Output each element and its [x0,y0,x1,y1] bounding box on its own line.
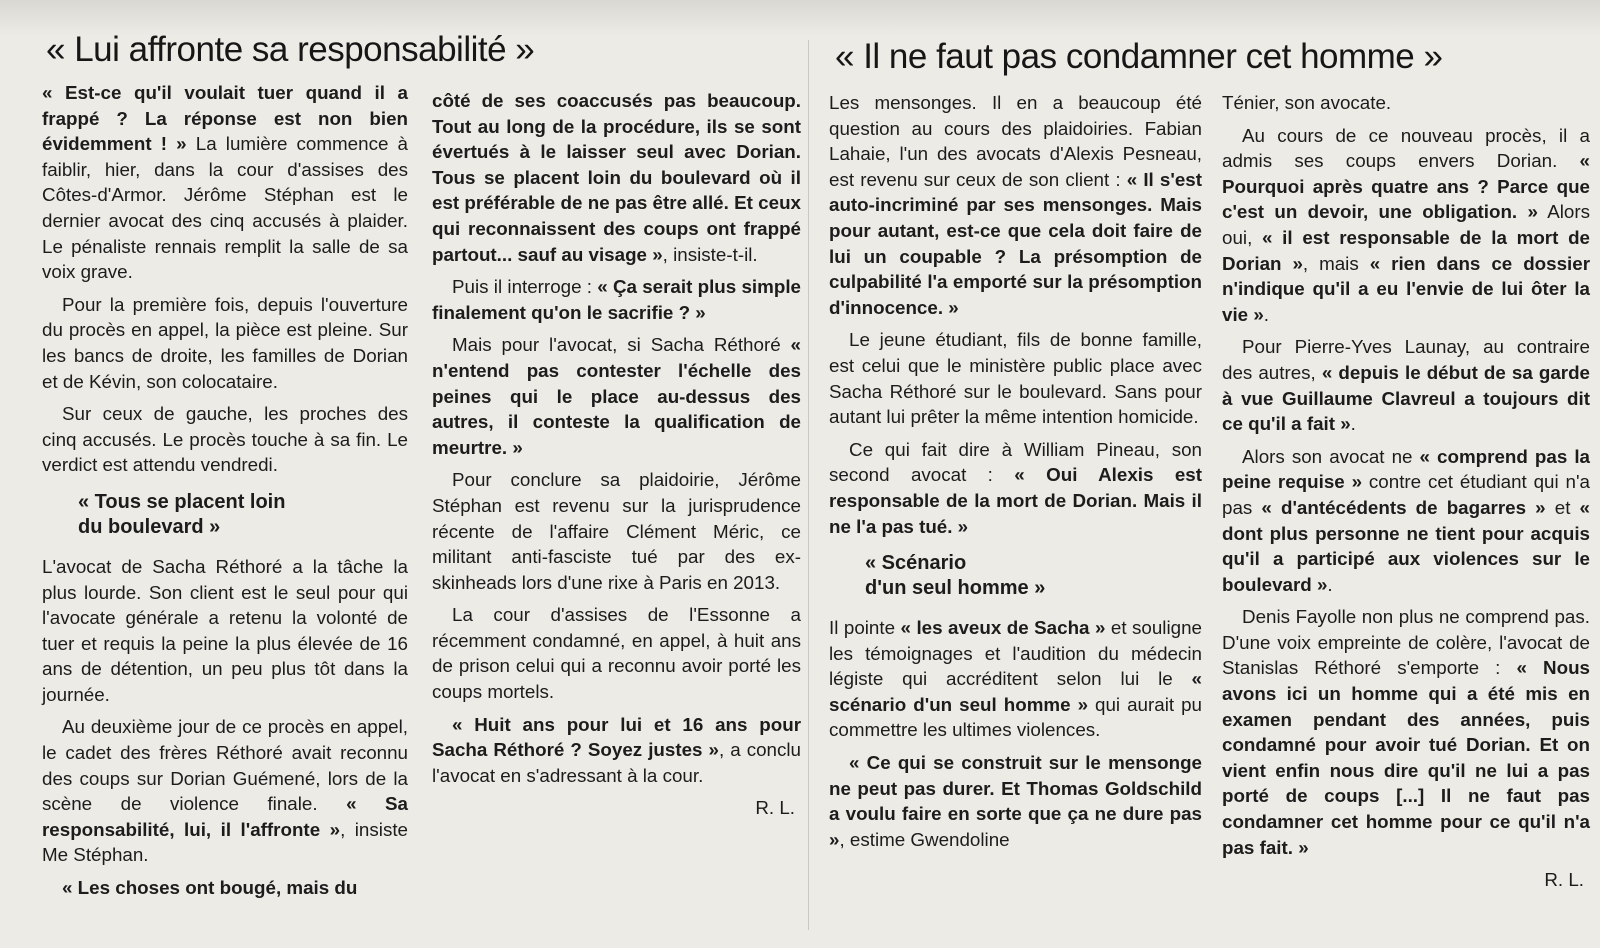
quote: « dont plus personne ne tient pour acquis qu'il a participé aux violences sur le boulevard » [1222,496,1590,595]
paragraph [42,714,408,868]
article-2-column-1 [829,90,1202,859]
text: Au deuxième jour de ce procès en appel, le cadet des frères Réthoré avait reconnu des coups sur Dorian Guémené, lors de la scène de violence finale. [42,716,408,815]
quote: « comprend pas la peine requise » [1222,445,1590,493]
text: Mais pour l'avocat, si Sacha Réthoré [452,334,791,356]
text: Denis Fayolle non plus ne comprend pas. D'une voix empreinte de colère, l'avocat de Stanislas Réthoré s'emporte : [1222,606,1590,679]
text: Ce qui fait dire à William Pineau, son second avocat : [829,438,1202,486]
text: , a conclu l'avocat en s'adressant à la cour. [432,739,801,786]
quote: « depuis le début de sa garde à vue Guillaume Clavreul a toujours dit ce qu'il a fait » [1222,361,1591,435]
paragraph [829,750,1202,852]
paragraph [432,88,801,267]
paragraph: La cour d'assises de l'Essonne a récemment condamné, en appel, à huit ans de prison celui qui a reconnu avoir porté les coups mortels. [432,604,801,703]
subheading-line: du boulevard » [78,515,221,538]
paragraph [432,274,801,325]
text: Alors son avocat ne [1242,445,1420,467]
text: Au cours de ce nouveau procès, il a admis ses coups envers Dorian. [1222,124,1590,172]
paragraph [1222,604,1590,860]
text: . [1327,573,1333,595]
subheading-line: « Tous se placent loin [78,490,286,513]
text: contre cet étudiant qui n'a pas [1222,471,1591,518]
quote: « Sa responsabilité, lui, il l'affronte » [42,793,408,840]
subheading-line: d'un seul homme » [865,577,1046,600]
text: , insiste Me Stéphan. [42,818,408,866]
paragraph [1222,123,1590,328]
author-signature: R. L. [1544,869,1584,891]
paragraph: Ténier, son avocate. [1222,92,1392,113]
quote: « n'entend pas contester l'échelle des peines qui le place au-dessus des autres, il conteste la qualification de meurtre. » [432,334,801,458]
headline-article-2: « Il ne faut pas condamner cet homme » [835,37,1443,76]
article-1-column-1 [42,80,408,908]
text: Les mensonges. Il en a beaucoup été question au cours des plaidoiries. Fabian Lahaie, l'un des avocats d'Alexis Pesneau, est revenu sur ceux de son client : [829,92,1202,190]
article-separator [808,40,809,930]
quote: « Pourquoi après quatre ans ? Parce que c'est un devoir, une obligation. » [1222,150,1590,223]
text: , mais [1302,252,1370,274]
quote: « rien dans ce dossier n'indique qu'il a eu l'envie de lui ôter la vie » [1222,252,1591,325]
quote: « Est-ce qu'il voulait tuer quand il a frappé ? La réponse est non bien évidemment ! » [42,82,408,155]
quote: « Nous avons ici un homme qui a été mis en examen pendant des années, puis condamné pour avoir tué Dorian. Et on vient enfin nous dire qu'il ne lui a pas porté de coups [...] Il ne faut pas condamner cet homme pour ce qu'il n'a pas fait. » [1222,657,1590,858]
quote: « Il s'est auto-incriminé par ses mensonges. Mais pour autant, est-ce que cela doit faire de lui un coupable ? La présomption de culpabilité l'a emporté sur la présomption d'innocence. » [829,168,1202,318]
article-1-column-2 [432,88,801,828]
text: Pour Pierre-Yves Launay, au contraire des autres, [1222,336,1590,383]
quote: « Ce qui se construit sur le mensonge ne peut pas durer. Et Thomas Goldschild a voulu faire en sorte que ça ne dure pas » [829,752,1202,850]
paragraph [42,80,408,285]
quote: côté de ses coaccusés pas beaucoup. Tout au long de la procédure, ils se sont évertués à le laisser seul avec Dorian. Tous se placent loin du boulevard où il est préférable de ne pas être allé. Et ceux qui reconnaissent des coups ont frappé partout... sauf au visage » [432,90,801,265]
text: Alors oui, [1222,201,1590,248]
paragraph: Le jeune étudiant, fils de bonne famille, est celui que le ministère public place avec Sacha Réthoré sur le boulevard. Sans pour autant lui prêter la même intention homicide. [829,329,1202,428]
quote: « il est responsable de la mort de Dorian » [1222,226,1590,274]
subheading-line: « Scénario [865,552,967,575]
paragraph [1222,444,1590,598]
quote: « Les choses ont bougé, mais du [62,877,358,899]
paragraph [432,712,801,789]
paragraph [829,615,1202,743]
article-2-column-2 [1222,90,1590,900]
paragraph [432,332,801,460]
text: . [1350,413,1356,435]
text: et [1545,496,1580,518]
paragraph [1222,334,1590,436]
text: La lumière commence à faiblir, hier, dans la cour d'assises des Côtes-d'Armor. Jérôme Stéphan est le dernier avocat des cinq accusés à plaider. Le pénaliste rennais remplit la salle de sa voix grave. [42,133,408,283]
text: et souligne les témoignages et l'audition du médecin légiste qui accréditent selon lui le [829,617,1202,690]
text: Puis il interroge : [452,276,598,298]
paragraph: Pour conclure sa plaidoirie, Jérôme Stéphan est revenu sur la jurisprudence récente de l'affaire Clément Méric, ce militant anti-fasciste tué par des ex-skinheads lors d'une rixe à Paris en 2013. [432,469,801,593]
subheading-1 [78,490,408,540]
paragraph: Sur ceux de gauche, les proches des cinq accusés. Le procès touche à sa fin. Le verdict est attendu vendredi. [42,403,408,476]
author-signature: R. L. [755,797,795,819]
quote: « d'antécédents de bagarres » [1261,496,1546,518]
paragraph [829,437,1202,539]
text: Il pointe [829,617,901,639]
headline-article-1: « Lui affronte sa responsabilité » [46,30,535,69]
quote: « Huit ans pour lui et 16 ans pour Sacha Réthoré ? Soyez justes » [432,713,801,761]
paragraph: L'avocat de Sacha Réthoré a la tâche la plus lourde. Son client est le seul pour qui l'avocate générale a retenu la volonté de tuer et requis la peine la plus élevée de 16 ans de détention, un peu plus tôt dans la journée. [42,555,408,705]
text: , insiste-t-il. [662,243,758,265]
paragraph: Pour la première fois, depuis l'ouverture du procès en appel, la pièce est pleine. Sur les bancs de droite, les familles de Dorian et de Kévin, son colocataire. [42,293,408,392]
quote: « scénario d'un seul homme » [829,668,1202,715]
subheading-2 [865,551,1202,601]
text: , estime Gwendoline [839,828,1010,850]
text: qui aurait pu commettre les ultimes violences. [829,693,1202,741]
paragraph [42,875,408,901]
quote: « les aveux de Sacha » [900,617,1106,639]
quote: « Ça serait plus simple finalement qu'on le sacrifie ? » [432,276,801,323]
text: . [1263,303,1269,325]
paragraph [829,90,1202,320]
quote: « Oui Alexis est responsable de la mort de Dorian. Mais il ne l'a pas tué. » [829,464,1202,537]
